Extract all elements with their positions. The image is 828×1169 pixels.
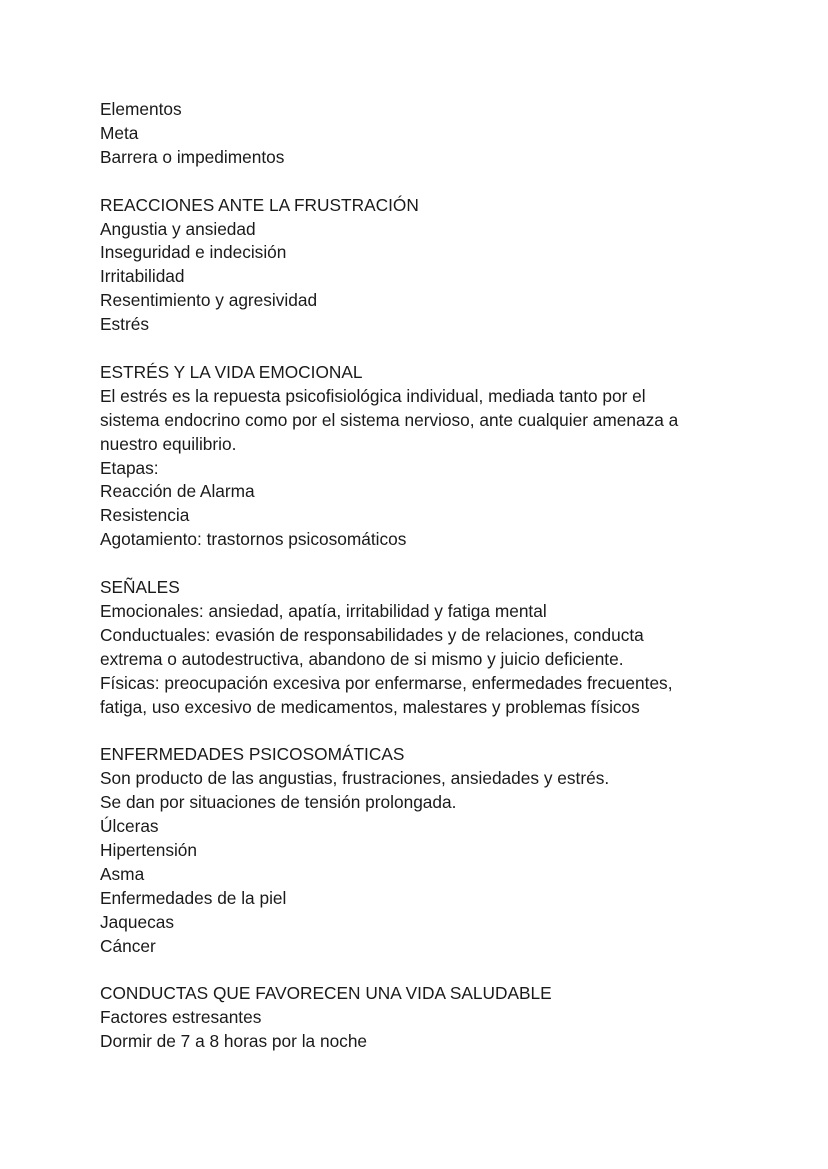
conductuales-line: Conductuales: evasión de responsabilidades y de relaciones, conducta [100, 624, 644, 645]
reacciones-section [100, 194, 720, 337]
intro-line: Meta [100, 122, 139, 143]
intro-section [100, 98, 720, 170]
estres-section [100, 361, 720, 552]
list-item: Cáncer [100, 935, 156, 956]
intro-line: Son producto de las angustias, frustraciones, ansiedades y estrés. [100, 768, 610, 789]
list-item: Estrés [100, 314, 149, 335]
definition-line: nuestro equilibrio. [100, 433, 237, 454]
section-heading: CONDUCTAS QUE FAVORECEN UNA VIDA SALUDABLE [100, 983, 552, 1004]
section-heading: REACCIONES ANTE LA FRUSTRACIÓN [100, 194, 419, 215]
list-item: Enfermedades de la piel [100, 887, 287, 908]
list-item: Dormir de 7 a 8 horas por la noche [100, 1031, 368, 1052]
conductuales-line: extrema o autodestructiva, abandono de si mismo y juicio deficiente. [100, 648, 624, 669]
list-item: Irritabilidad [100, 266, 185, 287]
enfermedades-section [100, 743, 720, 958]
section-heading: ENFERMEDADES PSICOSOMÁTICAS [100, 744, 405, 765]
list-item: Resistencia [100, 505, 190, 526]
list-item: Inseguridad e indecisión [100, 242, 287, 263]
intro-line: Se dan por situaciones de tensión prolongada. [100, 792, 457, 813]
list-item: Factores estresantes [100, 1007, 262, 1028]
list-item: Hipertensión [100, 840, 198, 861]
emocionales-line: Emocionales: ansiedad, apatía, irritabilidad y fatiga mental [100, 600, 547, 621]
definition-line: El estrés es la repuesta psicofisiológica individual, mediada tanto por el [100, 385, 646, 406]
list-item: Asma [100, 863, 145, 884]
list-item: Jaquecas [100, 911, 174, 932]
senales-section [100, 576, 720, 719]
stages-label: Etapas: [100, 457, 159, 478]
list-item: Angustia y ansiedad [100, 218, 256, 239]
definition-line: sistema endocrino como por el sistema nervioso, ante cualquier amenaza a [100, 409, 679, 430]
section-heading: SEÑALES [100, 577, 180, 598]
intro-line: Elementos [100, 99, 182, 119]
list-item: Úlceras [100, 816, 159, 837]
section-heading: ESTRÉS Y LA VIDA EMOCIONAL [100, 361, 363, 382]
document-page [100, 98, 720, 1054]
conductas-section [100, 982, 720, 1054]
intro-line: Barrera o impedimentos [100, 146, 285, 167]
fisicas-line: fatiga, uso excesivo de medicamentos, malestares y problemas físicos [100, 696, 640, 717]
list-item: Agotamiento: trastornos psicosomáticos [100, 529, 407, 550]
fisicas-line: Físicas: preocupación excesiva por enfermarse, enfermedades frecuentes, [100, 672, 673, 693]
list-item: Reacción de Alarma [100, 481, 255, 502]
list-item: Resentimiento y agresividad [100, 290, 318, 311]
